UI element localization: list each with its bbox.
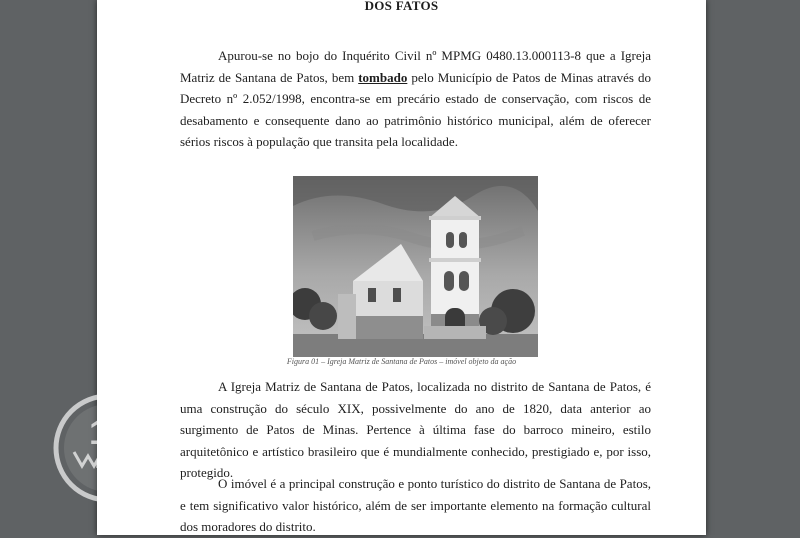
site-watermark-logo xyxy=(52,392,164,504)
paragraph-1-start: Apurou-se no bojo do Inquérito Civil nº MPMG 0480.13.000113-8 que a Igreja Matriz de Santana de Patos, bem xyxy=(180,48,651,85)
watermark-number: 10 xyxy=(89,414,127,452)
emphasis-tombado: tombado xyxy=(358,69,408,85)
church-photo xyxy=(293,176,538,357)
section-heading: DOS FATOS xyxy=(364,0,439,13)
figure-caption: Figura 01 – Igreja Matriz de Santana de Patos – imóvel objeto da ação xyxy=(286,357,517,366)
document-page xyxy=(97,0,706,535)
paragraph-2: A Igreja Matriz de Santana de Patos, localizada no distrito de Santana de Patos, é uma construção do século XIX, possivelmente do ano de 1820, data anterior ao surgimento de Patos de Minas. Pertence à última fase do barroco mineiro, estilo arquitetônico e artístico brasileiro que é mundialmente conhecido, prestigiado e, por isso, protegido. xyxy=(180,379,651,480)
paragraph-3: O imóvel é a principal construção e ponto turístico do distrito de Santana de Patos, e tem significativo valor histórico, além de ser importante elemento na formação cultural dos moradores do distrito. xyxy=(180,476,651,534)
paragraph-1-end: pelo Município de Patos de Minas através do Decreto nº 2.052/1998, encontra-se em precário estado de conservação, com riscos de desabamento e consequente dano ao patrimônio histórico municipal, além de oferecer sérios riscos à população que transita pela localidade. xyxy=(180,69,651,149)
watermark-text: Patos Hoje xyxy=(95,459,153,471)
paragraph-1 xyxy=(180,45,651,153)
